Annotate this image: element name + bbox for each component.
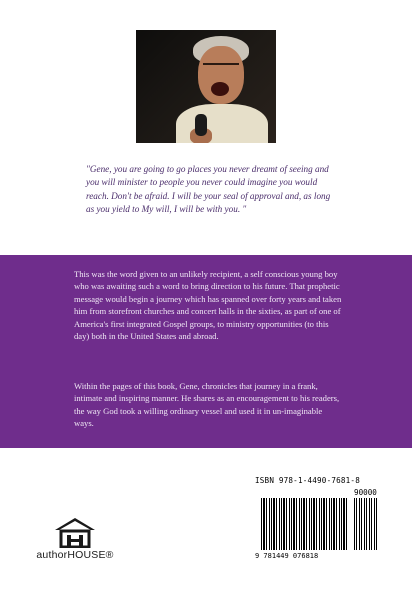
price-code: 90000 [354,488,377,497]
photo-glasses [203,63,239,72]
photo-mouth [211,82,229,96]
publisher-name: authorHOUSE® [36,549,114,561]
microphone-icon [195,114,207,136]
prophetic-quote: "Gene, you are going to go places you never dreamt of seeing and you will minister to people you never could imagine you would reach. Don't be afraid. I will be your seal of approval and, as long as you yield to My will, I will be with you. " [86,164,331,215]
isbn-label: ISBN 978-1-4490-7681-8 [255,476,360,485]
description-paragraph-2: Within the pages of this book, Gene, chronicles that journey in a frank, intimate and inspiring manner. He shares as an encouragement to his readers, the way God took a willing ordinary vessel and used it in un-imaginable ways. [74,381,340,429]
house-logo-icon [53,516,97,548]
publisher-logo [30,516,120,568]
barcode-addon-bars [354,498,379,550]
description-paragraph-1: This was the word given to an unlikely recipient, a self conscious young boy who was awaiting such a word to bring direction to his future. That prophetic message would begin a journey which has spanned over forty years and taken him from storefront churches and concert halls in the sixties, as part of one of America's first integrated Gospel groups, to ministry opportunities (to this day) both in the United States and abroad. [74,269,342,342]
author-photo [136,30,276,143]
barcode-bars [261,498,348,550]
ean-number: 9 781449 076818 [255,552,319,560]
barcode-block [255,476,381,566]
